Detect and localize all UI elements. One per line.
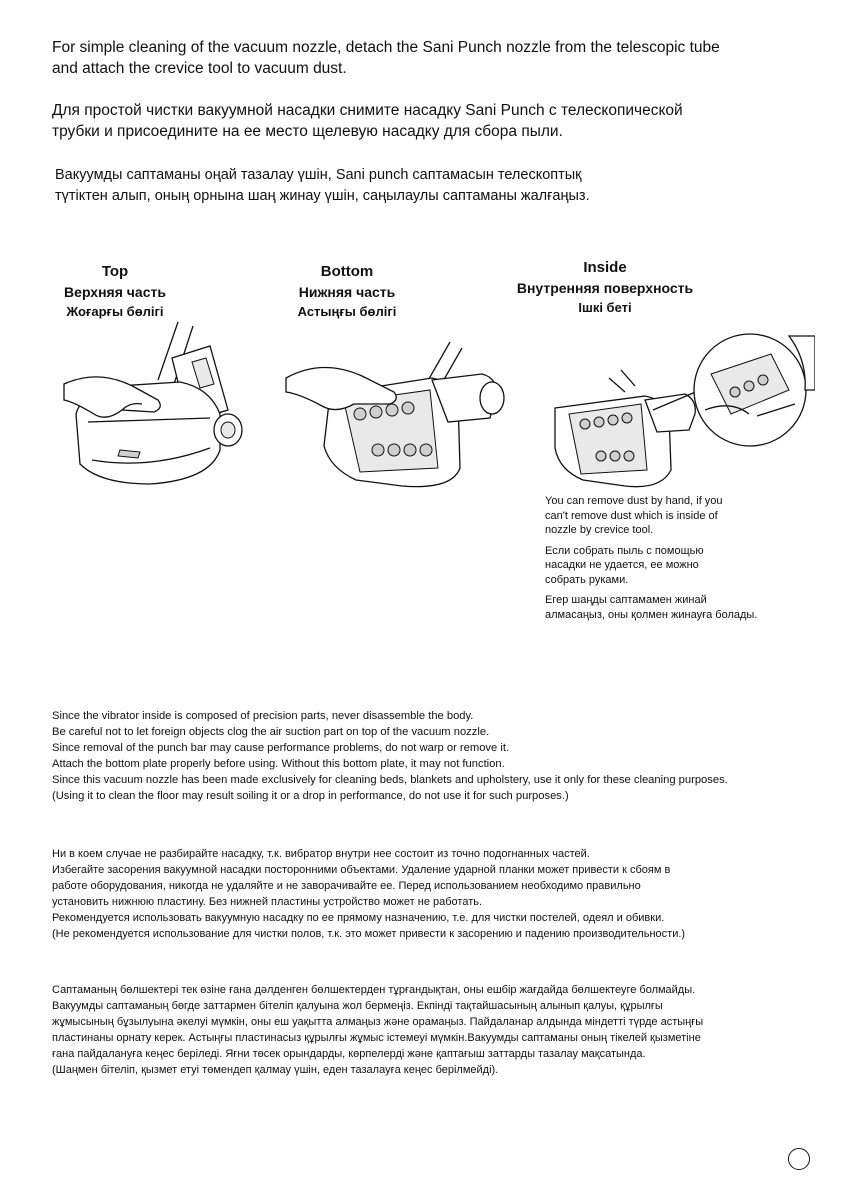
heading-bottom-ru: Нижняя часть	[298, 284, 396, 300]
dust-removal-note	[545, 494, 805, 628]
bottom-view-illustration	[282, 318, 517, 493]
note-en-line: nozzle by crevice tool.	[545, 524, 654, 536]
note-en-line: can't remove dust which is inside of	[545, 509, 718, 522]
intro-en-line: For simple cleaning of the vacuum nozzle, detach the Sani Punch nozzle from the telescopic tube	[52, 39, 720, 56]
top-view-illustration	[60, 318, 260, 493]
note-en-line: You can remove dust by hand, if you	[545, 495, 723, 507]
warnings-kazakh	[52, 982, 703, 1078]
warning-ru-line: работе оборудования, никогда не удаляйте и не заворачивайте ее. Перед использованием необходимо правильно	[52, 880, 641, 892]
note-kk-line: алмасаңыз, оны қолмен жинауға болады.	[545, 608, 758, 621]
warning-kk-line: Вакуумды саптаманың бөгде заттармен бітеліп қалуына жол бермеңіз. Екпінді тақтайшасының алынып қалуы, құрылғы	[52, 1000, 663, 1012]
warning-en-line: Since this vacuum nozzle has been made exclusively for cleaning beds, blankets and upholstery, use it only for these cleaning purposes.	[52, 774, 728, 786]
warning-en-line: Since the vibrator inside is composed of precision parts, never disassemble the body.	[52, 710, 474, 722]
note-russian	[545, 544, 805, 588]
warning-kk-line: пластинаны орнату керек. Астыңғы пластинасыз құрылғы жұмыс істемеуі мүмкін.Вакуумды саптаманы оның тікелей қызметіне	[52, 1032, 701, 1044]
heading-inside-en: Inside	[583, 259, 627, 276]
warnings-english	[52, 708, 728, 804]
note-ru-line: насадки не удается, ее можно	[545, 559, 699, 571]
intro-ru-line: Для простой чистки вакуумной насадки снимите насадку Sani Punch с телескопической	[52, 102, 683, 119]
heading-inside-ru: Внутренняя поверхность	[516, 280, 694, 296]
warning-en-line: Be careful not to let foreign objects clog the air suction part on top of the vacuum nozzle.	[52, 726, 490, 738]
warnings-russian	[52, 846, 685, 942]
heading-top	[40, 262, 190, 322]
note-kazakh	[545, 593, 805, 622]
warning-en-line: Since removal of the punch bar may cause performance problems, do not warp or remove it.	[52, 742, 510, 754]
note-kk-line: Егер шаңды саптамамен жинай	[545, 594, 707, 606]
intro-russian	[52, 100, 832, 142]
note-english	[545, 494, 805, 538]
warning-en-line: Attach the bottom plate properly before using. Without this bottom plate, it may not function.	[52, 758, 505, 770]
heading-bottom	[262, 262, 432, 322]
page-marker-circle	[788, 1148, 810, 1170]
warning-kk-line: (Шаңмен бітеліп, қызмет етуі төмендеп қалмау үшін, еден тазалауға кеңес берілмейді).	[52, 1064, 499, 1076]
heading-top-ru: Верхняя часть	[64, 284, 166, 300]
intro-english	[52, 37, 832, 79]
heading-top-kk: Жоғарғы бөлігі	[66, 304, 164, 319]
warning-en-line: (Using it to clean the floor may result soiling it or a drop in performance, do not use it for such purposes.)	[52, 790, 569, 802]
inside-view-illustration	[535, 330, 815, 495]
warning-kk-line: жұмысының бұзылуына әкелуі мүмкін, оны еш уақытта алмаңыз және орамаңыз. Пайдаланар алдында міндетті түрде астыңғы	[52, 1016, 704, 1028]
intro-ru-line: трубки и присоедините на ее место щелевую насадку для сбора пыли.	[52, 123, 563, 140]
heading-inside	[495, 258, 715, 318]
intro-en-line: and attach the crevice tool to vacuum dust.	[52, 60, 347, 77]
warning-ru-line: (Не рекомендуется использование для чистки полов, т.к. это может привести к засорению и падению производительности.)	[52, 928, 686, 940]
heading-top-en: Top	[101, 263, 129, 280]
warning-ru-line: Ни в коем случае не разбирайте насадку, т.к. вибратор внутри нее состоит из точно подогнанных частей.	[52, 848, 590, 860]
note-ru-line: собрать руками.	[545, 573, 629, 586]
note-ru-line: Если собрать пыль с помощью	[545, 544, 704, 557]
warning-kk-line: ғана пайдалануға кеңес беріледі. Яғни төсек орындарды, көрпелерді және қаптағыш заттарды тазалау мақсатында.	[52, 1048, 646, 1060]
intro-kk-line: түтіктен алып, оның орнына шаң жинау үшін, саңылаулы саптаманы жалғаңыз.	[55, 188, 590, 204]
warning-ru-line: Рекомендуется использовать вакуумную насадку по ее прямому назначению, т.е. для чистки постелей, одеял и обивки.	[52, 912, 665, 924]
heading-inside-kk: Ішкі беті	[578, 300, 632, 315]
warning-ru-line: Избегайте засорения вакуумной насадки посторонними объектами. Удаление ударной планки может привести к сбоям в	[52, 864, 671, 876]
intro-kazakh	[55, 165, 835, 207]
intro-kk-line: Вакуумды саптаманы оңай тазалау үшін, Sani punch саптамасын телескоптық	[55, 167, 582, 183]
warning-kk-line: Саптаманың бөлшектері тек өзіне ғана дәлденген бөлшектерден тұрғандықтан, оны ешбір жағдайда бөлшектеуге болмайды.	[52, 984, 696, 996]
heading-bottom-en: Bottom	[320, 263, 374, 280]
heading-bottom-kk: Астыңғы бөлігі	[297, 304, 397, 319]
warning-ru-line: установить нижнюю пластину. Без нижней пластины устройство может не работать.	[52, 896, 483, 908]
